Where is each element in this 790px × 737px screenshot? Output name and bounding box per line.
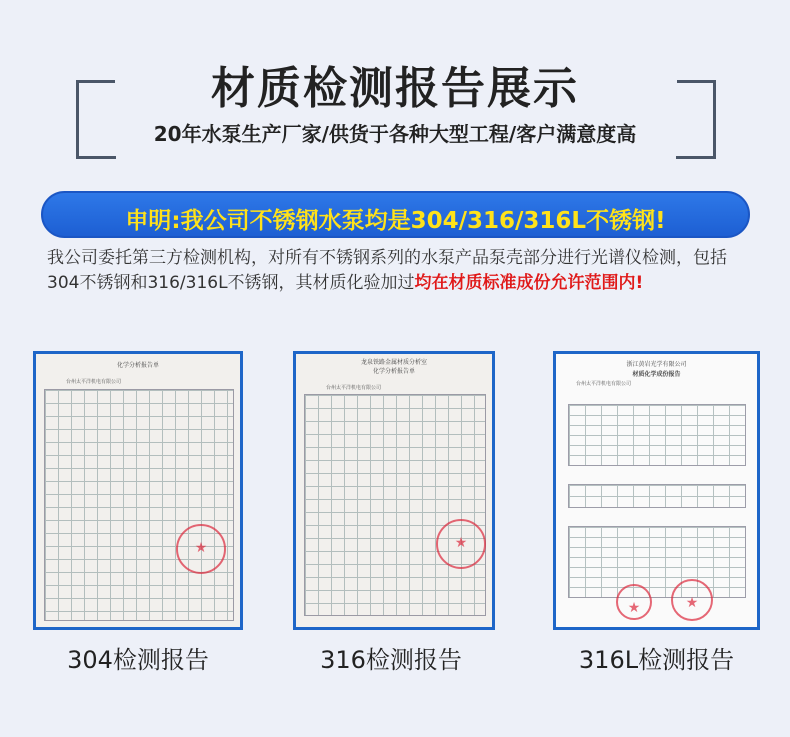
report-doc-title: 材质化学成份报告 (632, 371, 681, 378)
report-company: 台州太平洋机电有限公司 (576, 381, 632, 387)
report-paper (556, 354, 757, 627)
report-doc-title: 化学分析报告单 (372, 368, 415, 375)
report-image-316l (553, 351, 760, 630)
stamp-seal (671, 579, 713, 621)
statement-banner (41, 191, 750, 238)
report-table-bottom (568, 526, 746, 598)
report-doc-title: 化学分析报告单 (116, 362, 159, 369)
report-org: 浙江黄岩光学有限公司 (626, 361, 687, 368)
stamp-seal (616, 584, 652, 620)
caption-304: 304检测报告 (67, 646, 209, 674)
report-paper (296, 354, 492, 627)
report-paper (36, 354, 240, 627)
report-table (44, 389, 234, 621)
caption-316l: 316L检测报告 (578, 646, 735, 674)
report-table (304, 394, 486, 616)
report-image-304 (33, 351, 243, 630)
caption-316: 316检测报告 (320, 646, 462, 674)
page-subtitle: 20年水泵生产厂家/供货于各种大型工程/客户满意度高 (153, 122, 637, 146)
report-table-top (568, 404, 746, 466)
report-company: 台州太平洋机电有限公司 (66, 379, 122, 385)
page-title: 材质检测报告展示 (211, 63, 579, 114)
description-text: 我公司委托第三方检测机构，对所有不锈钢系列的水泵产品泵壳部分进行光谱仪检测，包括304不锈钢和316/316L不锈钢，其材质化验加过 (47, 248, 727, 293)
report-image-316 (293, 351, 495, 630)
report-table-mid (568, 484, 746, 508)
description-highlight: 均在材质标准成份允许范围内! (414, 273, 644, 293)
description (47, 246, 747, 296)
stamp-seal (176, 524, 226, 574)
report-org: 龙泉铁路金属材质分析室 (360, 359, 427, 366)
statement-text: 申明:我公司不锈钢水泵均是304/316/316L不锈钢! (125, 208, 666, 234)
stamp-seal (436, 519, 486, 569)
report-company: 台州太平洋机电有限公司 (326, 385, 382, 391)
